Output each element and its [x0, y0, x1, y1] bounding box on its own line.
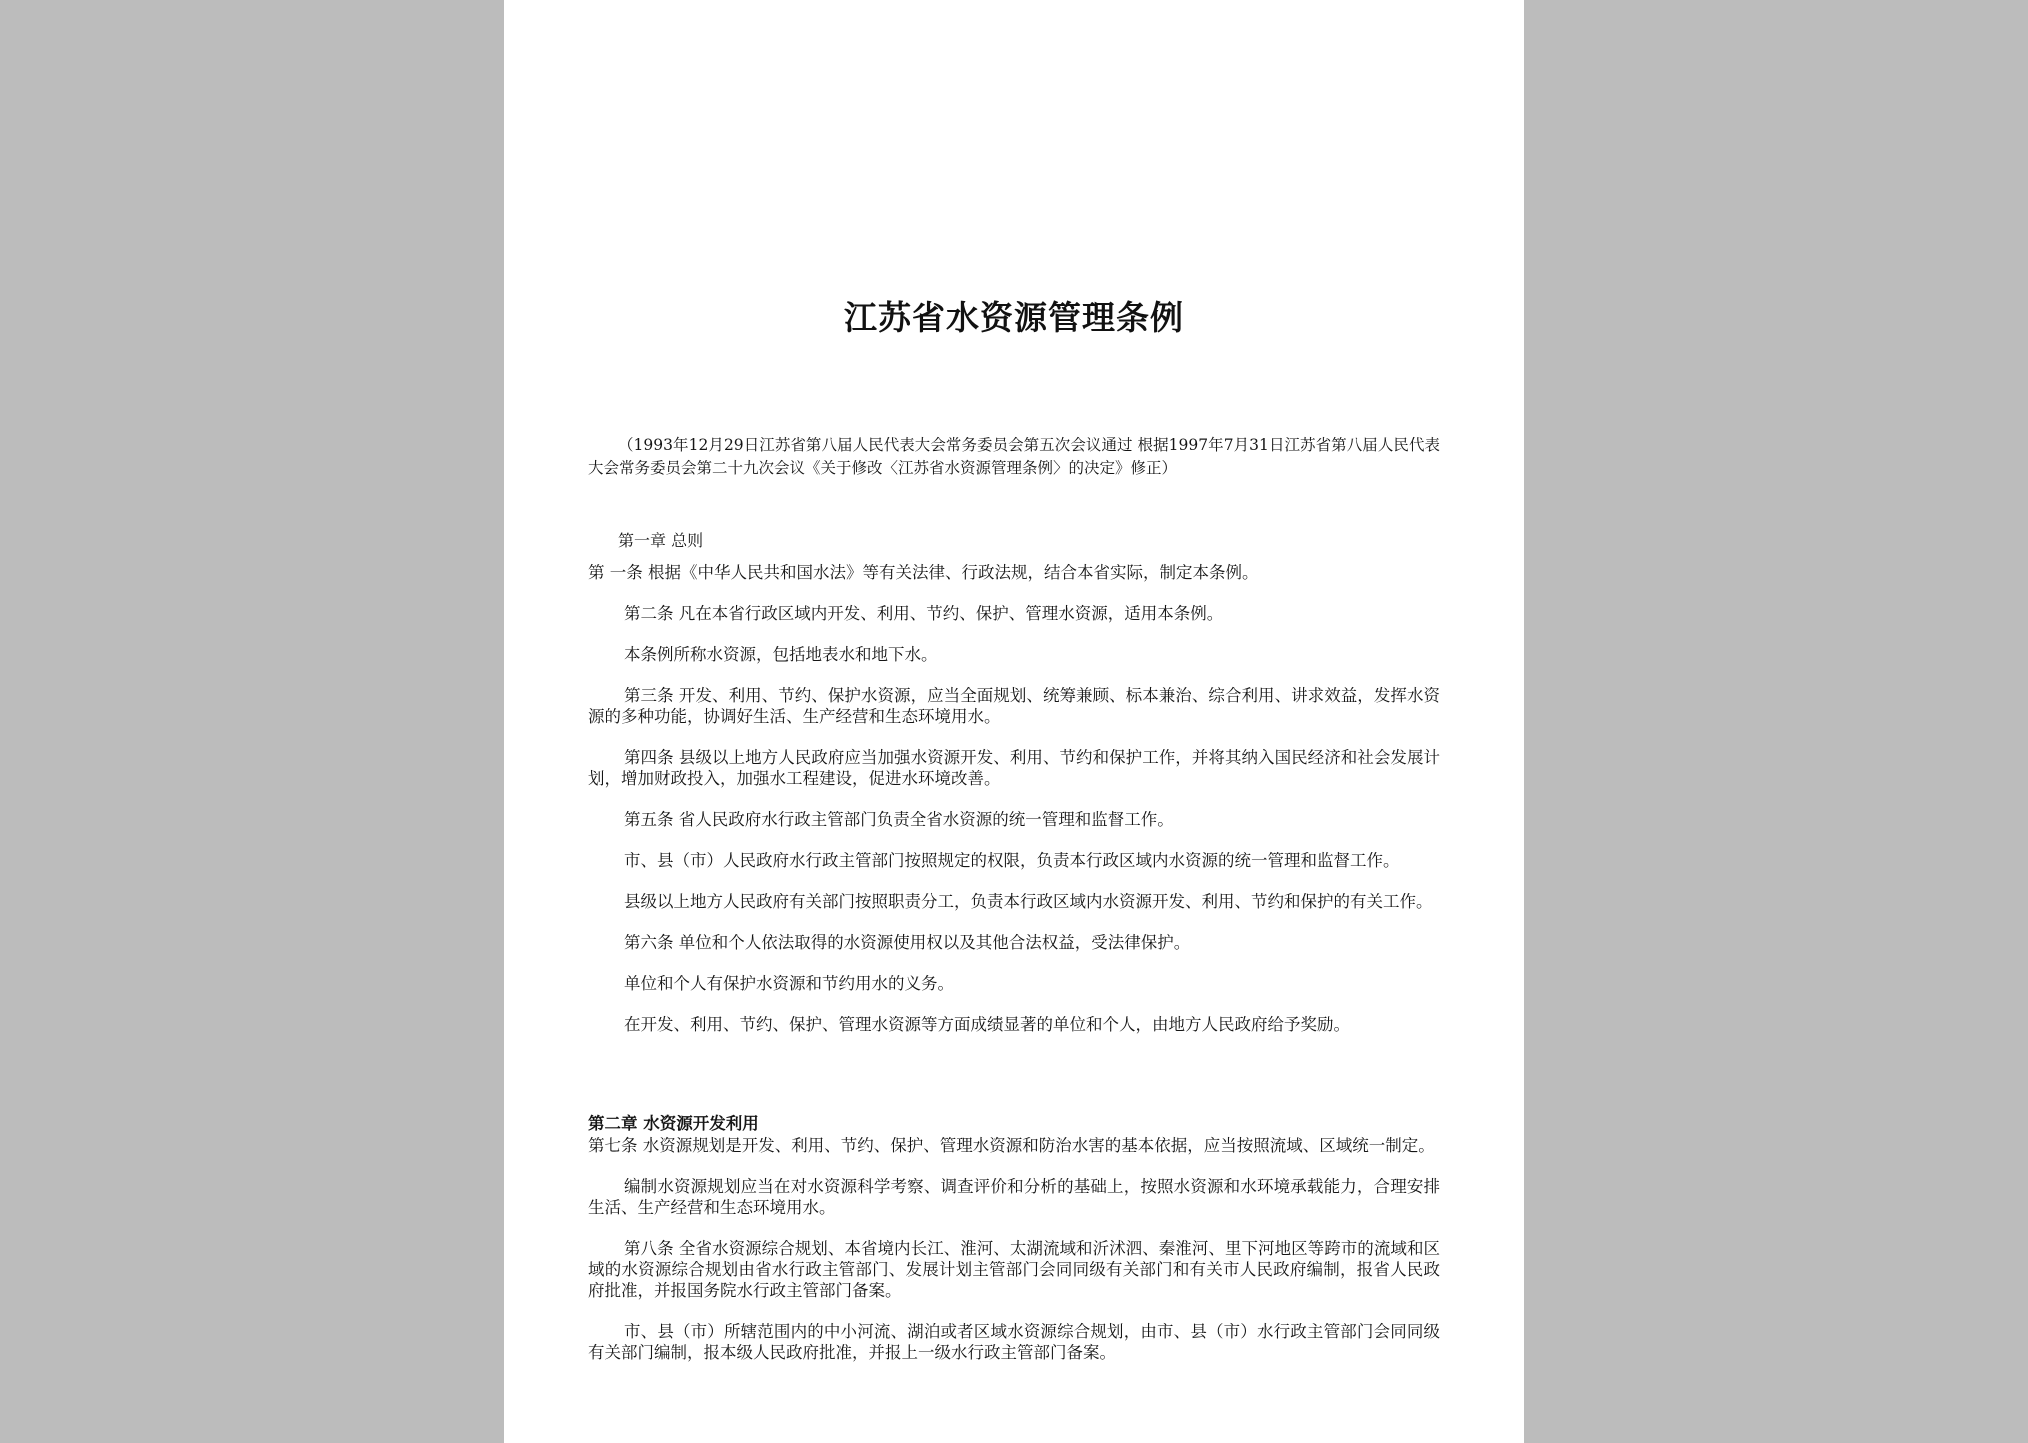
- article-6: 第六条 单位和个人依法取得的水资源使用权以及其他合法权益，受法律保护。: [624, 933, 1191, 952]
- article-5: 第五条 省人民政府水行政主管部门负责全省水资源的统一管理和监督工作。: [624, 810, 1174, 829]
- article-4: 第四条 县级以上地方人民政府应当加强水资源开发、利用、节约和保护工作，并将其纳入国民经济和社会发展计划，增加财政投入，加强水工程建设，促进水环境改善。: [588, 748, 1440, 788]
- article-1: 第 一条 根据《中华人民共和国水法》等有关法律、行政法规，结合本省实际，制定本条例。: [588, 563, 1259, 582]
- document-title: 江苏省水资源管理条例: [844, 298, 1184, 337]
- article-2: 第二条 凡在本省行政区域内开发、利用、节约、保护、管理水资源，适用本条例。: [624, 604, 1224, 623]
- enactment-note: （1993年12月29日江苏省第八届人民代表大会常务委员会第五次会议通过 根据1997年7月31日江苏省第八届人民代表大会常务委员会第二十九次会议《关于修改〈江苏省水资源管理条例〉的决定》修正）: [588, 436, 1440, 477]
- article-8-paragraph-2: 市、县（市）所辖范围内的中小河流、湖泊或者区域水资源综合规划，由市、县（市）水行政主管部门会同同级有关部门编制，报本级人民政府批准，并报上一级水行政主管部门备案。: [588, 1322, 1440, 1362]
- article-8: 第八条 全省水资源综合规划、本省境内长江、淮河、太湖流域和沂沭泗、秦淮河、里下河地区等跨市的流域和区域的水资源综合规划由省水行政主管部门、发展计划主管部门会同同级有关部门和有关市人民政府编制，报省人民政府批准，并报国务院水行政主管部门备案。: [588, 1239, 1440, 1300]
- chapter-1-heading: 第一章 总则: [618, 531, 704, 550]
- article-5-paragraph-3: 县级以上地方人民政府有关部门按照职责分工，负责本行政区域内水资源开发、利用、节约和保护的有关工作。: [624, 892, 1433, 911]
- article-6-paragraph-2: 单位和个人有保护水资源和节约用水的义务。: [624, 974, 954, 993]
- article-6-paragraph-3: 在开发、利用、节约、保护、管理水资源等方面成绩显著的单位和个人，由地方人民政府给予奖励。: [624, 1015, 1350, 1034]
- document-page: [504, 0, 1524, 1443]
- chapter-2-section: [588, 1113, 1440, 1383]
- article-7: 第七条 水资源规划是开发、利用、节约、保护、管理水资源和防治水害的基本依据，应当按照流域、区域统一制定。: [588, 1136, 1435, 1155]
- article-5-paragraph-2: 市、县（市）人民政府水行政主管部门按照规定的权限，负责本行政区域内水资源的统一管理和监督工作。: [624, 851, 1400, 870]
- chapter-1-body: [588, 562, 1440, 1055]
- article-7-paragraph-2: 编制水资源规划应当在对水资源科学考察、调查评价和分析的基础上，按照水资源和水环境承载能力，合理安排生活、生产经营和生态环境用水。: [588, 1177, 1440, 1217]
- article-2-paragraph: 本条例所称水资源，包括地表水和地下水。: [624, 645, 938, 664]
- chapter-2-heading: 第二章 水资源开发利用: [588, 1114, 759, 1133]
- article-3: 第三条 开发、利用、节约、保护水资源，应当全面规划、统筹兼顾、标本兼治、综合利用、讲求效益，发挥水资源的多种功能，协调好生活、生产经营和生态环境用水。: [588, 686, 1440, 726]
